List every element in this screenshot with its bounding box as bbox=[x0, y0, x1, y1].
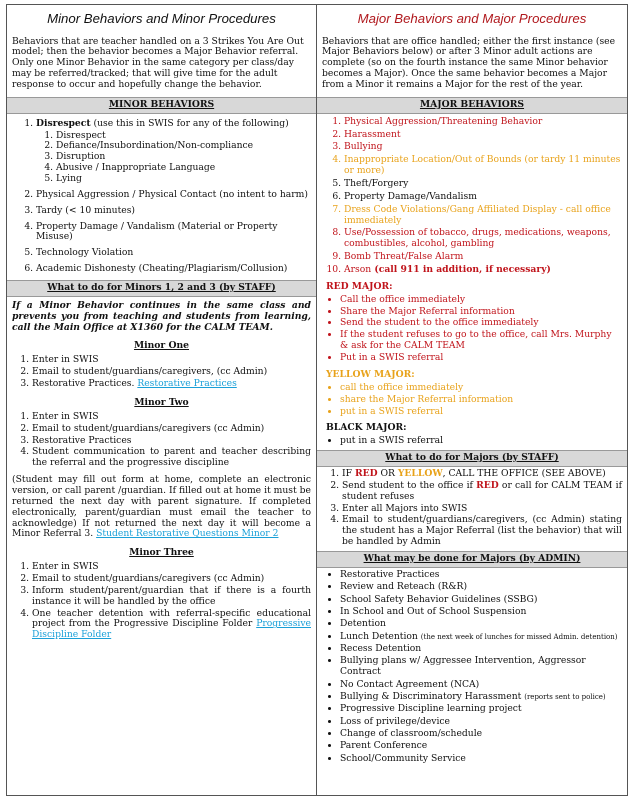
list-item: 4. Abusive / Inappropriate Language bbox=[56, 163, 311, 174]
list-item: 1. Enter in SWIS bbox=[32, 562, 311, 573]
list-item: 5. Lying bbox=[56, 174, 311, 185]
list-item: • Change of classroom/schedule bbox=[340, 729, 622, 740]
list-item: • Send the student to the office immediately bbox=[340, 318, 622, 329]
list-item: • Call the office immediately bbox=[340, 295, 622, 306]
black-major-list bbox=[322, 436, 622, 447]
list-item: 5. Technology Violation bbox=[36, 248, 311, 259]
list-item: 3. Bullying bbox=[344, 142, 622, 153]
list-item: 1. Physical Aggression/Threatening Behavior bbox=[344, 117, 622, 128]
minor-title: Minor Behaviors and Minor Procedures bbox=[47, 11, 276, 26]
list-item: • Detention bbox=[340, 619, 622, 630]
major-admin-list bbox=[322, 570, 622, 765]
list-item: 2. Email to student/guardians/caregivers, (cc Admin) bbox=[32, 367, 311, 378]
restorative-practices-link[interactable]: Restorative Practices bbox=[137, 378, 237, 390]
minor-three-title: Minor Three bbox=[129, 547, 194, 559]
minor-todo-intro: If a Minor Behavior continues in the same class and prevents you from teaching and students from learning, call the Main Office at X1360 for the CALM TEAM. bbox=[12, 299, 311, 333]
list-item: 3. Disruption bbox=[56, 152, 311, 163]
minor-behaviors-list bbox=[12, 119, 311, 275]
list-item: • No Contact Agreement (NCA) bbox=[340, 680, 622, 691]
list-item: • Bullying plans w/ Aggressee Intervention, Aggressor Contract bbox=[340, 656, 622, 678]
red-major-label: RED MAJOR: bbox=[326, 280, 393, 292]
major-title: Major Behaviors and Major Procedures bbox=[357, 11, 587, 26]
minor-two-steps bbox=[12, 412, 311, 469]
list-item: 8. Use/Possession of tobacco, drugs, medications, weapons, combustibles, alcohol, gambling bbox=[344, 228, 622, 250]
list-item: 6. Academic Dishonesty (Cheating/Plagiarism/Collusion) bbox=[36, 264, 311, 275]
list-item: 3. Restorative Practices. Restorative Practices bbox=[32, 379, 311, 390]
major-behaviors-list bbox=[322, 117, 622, 276]
progressive-discipline-link[interactable]: Progressive Discipline Folder bbox=[32, 618, 311, 641]
list-item: 1. Disrespect bbox=[56, 131, 311, 142]
list-item: 2. Email to student/guardians/caregivers (cc Admin) bbox=[32, 424, 311, 435]
list-item: • Share the Major Referral information bbox=[340, 307, 622, 318]
minor-column bbox=[7, 5, 317, 795]
yellow-major-label: YELLOW MAJOR: bbox=[326, 368, 415, 380]
list-item: 1. IF RED OR YELLOW, CALL THE OFFICE (SEE ABOVE) bbox=[342, 469, 622, 480]
restorative-questions-link[interactable]: Student Restorative Questions Minor 2 bbox=[96, 528, 279, 540]
major-behaviors-header: MAJOR BEHAVIORS bbox=[317, 97, 627, 114]
minor-behaviors-header: MINOR BEHAVIORS bbox=[7, 97, 316, 114]
disrespect-sublist bbox=[36, 131, 311, 185]
major-staff-steps bbox=[322, 469, 622, 548]
list-item: • In School and Out of School Suspension bbox=[340, 607, 622, 618]
list-item: 4. Property Damage / Vandalism (Material or Property Misuse) bbox=[36, 222, 311, 244]
list-item: 4. Inappropriate Location/Out of Bounds (or tardy 11 minutes or more) bbox=[344, 155, 622, 177]
list-item: • Progressive Discipline learning project bbox=[340, 704, 622, 715]
list-item: 6. Property Damage/Vandalism bbox=[344, 192, 622, 203]
minor-three-steps bbox=[12, 562, 311, 641]
list-item: 4. Email to student/guardians/caregivers, (cc Admin) stating the student has a Major Referral (list the behavior) that will be handled by Admin bbox=[342, 515, 622, 548]
minor-one-steps bbox=[12, 355, 311, 390]
list-item: • call the office immediately bbox=[340, 383, 622, 394]
minor-two-note: (Student may fill out form at home, complete an electronic version, or call parent /guardian. If filled out at home it must be returned the next day with parent signature. If completed electronically, parent/guardian must email the teacher to acknowledge) If not returned the next day it will become a Minor Referral 3. Student Restorative Questions Minor 2 bbox=[12, 474, 311, 540]
major-staff-header: What to do for Majors (by STAFF) bbox=[317, 450, 627, 467]
list-item: • School Safety Behavior Guidelines (SSBG) bbox=[340, 595, 622, 606]
list-item: 2. Physical Aggression / Physical Contact (no intent to harm) bbox=[36, 190, 311, 201]
list-item: 2. Email to student/guardians/caregivers (cc Admin) bbox=[32, 574, 311, 585]
list-item: 3. Enter all Majors into SWIS bbox=[342, 504, 622, 515]
list-item: 10. Arson (call 911 in addition, if necessary) bbox=[344, 265, 622, 276]
major-column bbox=[317, 5, 627, 795]
list-item: • School/Community Service bbox=[340, 754, 622, 765]
list-item: 1. Disrespect (use this in SWIS for any of the following) 1. Disrespect 2. Defiance/Insubordination/Non-compliance 3. Disruption 4. Abusive / Inappropriate Language 5. Lying bbox=[36, 119, 311, 185]
list-item: 3. Restorative Practices bbox=[32, 436, 311, 447]
list-item: 3. Inform student/parent/guardian that if there is a fourth instance it will be handled by the office bbox=[32, 586, 311, 608]
list-item: • If the student refuses to go to the office, call Mrs. Murphy & ask for the CALM TEAM bbox=[340, 330, 622, 352]
yellow-major-list bbox=[322, 383, 622, 418]
major-intro: Behaviors that are office handled; either the first instance (see Major Behaviors below) or after 3 Minor adult actions are complete (so on the fourth instance the same Minor behavior becomes a Major). Once the same behavior becomes a Major from a Minor it remains a Major for the rest of the year. bbox=[322, 35, 616, 91]
list-item: • Bullying & Discriminatory Harassment (reports sent to police) bbox=[340, 692, 622, 703]
list-item: • put in a SWIS referral bbox=[340, 436, 622, 447]
list-item: • Restorative Practices bbox=[340, 570, 622, 581]
list-item: 4. Student communication to parent and teacher describing the referral and the progressive discipline bbox=[32, 447, 311, 469]
list-item: 2. Defiance/Insubordination/Non-compliance bbox=[56, 141, 311, 152]
minor-two-title: Minor Two bbox=[134, 396, 189, 408]
list-item: 4. One teacher detention with referral-specific educational project from the Progressive Discipline Folder Progressive Discipline Folder bbox=[32, 609, 311, 642]
list-item: 1. Enter in SWIS bbox=[32, 412, 311, 423]
black-major-label: BLACK MAJOR: bbox=[326, 422, 407, 434]
list-item: • Recess Detention bbox=[340, 644, 622, 655]
list-item: 7. Dress Code Violations/Gang Affiliated Display - call office immediately bbox=[344, 205, 622, 227]
list-item: • put in a SWIS referral bbox=[340, 407, 622, 418]
list-item: 9. Bomb Threat/False Alarm bbox=[344, 252, 622, 263]
list-item: • share the Major Referral information bbox=[340, 395, 622, 406]
list-item: • Lunch Detention (the next week of lunches for missed Admin. detention) bbox=[340, 632, 622, 643]
list-item: 2. Harassment bbox=[344, 130, 622, 141]
list-item: • Parent Conference bbox=[340, 741, 622, 752]
list-item: 1. Enter in SWIS bbox=[32, 355, 311, 366]
major-admin-header: What may be done for Majors (by ADMIN) bbox=[317, 551, 627, 568]
list-item: 2. Send student to the office if RED or call for CALM TEAM if student refuses bbox=[342, 481, 622, 503]
list-item: 3. Tardy (< 10 minutes) bbox=[36, 206, 311, 217]
list-item: • Review and Reteach (R&R) bbox=[340, 582, 622, 593]
red-major-list bbox=[322, 295, 622, 364]
document-page bbox=[6, 4, 628, 796]
minor-intro: Behaviors that are teacher handled on a 3 Strikes You Are Out model; then the behavior becomes a Major Behavior referral. Only one Minor Behavior in the same category per class/day may be referred/tracked; that will give time for the adult response to occur and hopefully change the behavior. bbox=[12, 35, 304, 91]
list-item: 5. Theft/Forgery bbox=[344, 179, 622, 190]
minor-todo-header: What to do for Minors 1, 2 and 3 (by STAFF) bbox=[7, 280, 316, 297]
list-item: • Put in a SWIS referral bbox=[340, 353, 622, 364]
minor-one-title: Minor One bbox=[133, 340, 190, 352]
list-item: • Loss of privilege/device bbox=[340, 717, 622, 728]
